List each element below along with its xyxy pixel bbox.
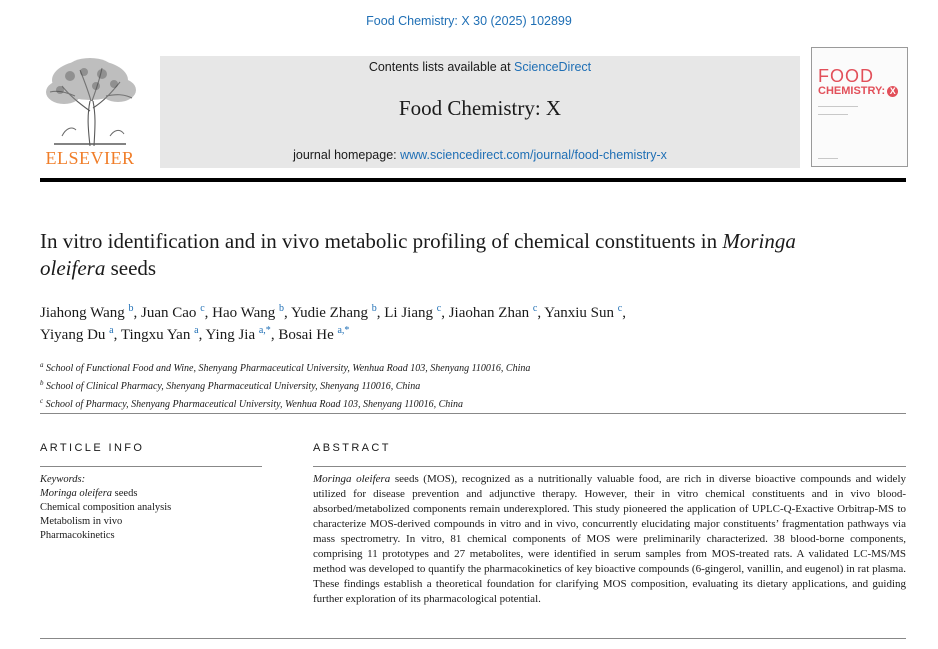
- abstract-body: seeds (MOS), recognized as a nutritionally valuable food, are rich in diverse bioactive compounds and widely utilized for disease prevention and adjunctive therapy. However, their in vitro chemical constituents and in vivo blood-absorbed/metabolized components remain underexplored. This study pioneered the application of UPLC-Q-Exactive Orbitrap-MS to characterize MOS-derived compounds in vitro and in vivo, concurrently elucidating major constituents’ fragmentation pathways via mass spectrometry. In vitro, 81 chemical components of MOS were preliminarily characterized. 38 blood-borne components, comprising 11 prototypes and 27 metabolites, were identified in serum samples from MOS-treated rats. A validated LC-MS/MS method was developed to quantify the pharmacokinetics of key bioactive compounds (6-gingerol, vanillin, and eugenol) in rat plasma. These findings establish a theoretical foundation for clarifying MOS composition, evaluating its dietary applications, and guiding further exploration of its pharmacological potential.: [313, 473, 906, 605]
- abstract-species: Moringa oleifera: [313, 473, 391, 485]
- article-info-rule: [40, 466, 262, 467]
- contents-prefix: Contents lists available at: [368, 60, 515, 74]
- homepage-line: [160, 148, 800, 162]
- keywords-block: [40, 473, 280, 543]
- tree-icon: [40, 56, 140, 148]
- author-list: [40, 302, 860, 346]
- cover-rule: [818, 114, 848, 115]
- keyword[interactable]: Moringa oleifera seeds: [40, 488, 138, 499]
- keywords-label: Keywords:: [40, 474, 86, 485]
- section-divider: [40, 413, 906, 414]
- author[interactable]: Yiyang Du $^a$,: [40, 325, 121, 343]
- abstract-heading: ABSTRACT: [313, 442, 391, 454]
- article-title: [40, 228, 800, 282]
- author[interactable]: Ying Jia $^{a,*}$,: [205, 325, 279, 343]
- author[interactable]: Tingxu Yan $^a$,: [120, 325, 206, 343]
- affiliation-list: [40, 358, 860, 412]
- cover-chemistry-word: CHEMISTRY:: [818, 85, 886, 97]
- title-part1: In vitro identification and in vivo metabolic profiling of chemical constituents in: [40, 229, 723, 253]
- author[interactable]: Juan Cao $^c$,: [141, 303, 213, 321]
- title-part2: seeds: [105, 256, 157, 280]
- author[interactable]: Bosai He $^{a,*}$: [278, 325, 350, 343]
- cover-rule: [818, 158, 838, 159]
- cover-x-badge: X: [887, 86, 898, 97]
- cover-chemistry-text: [818, 85, 898, 97]
- article-info-heading: ARTICLE INFO: [40, 442, 145, 454]
- cover-food-text: FOOD: [818, 66, 874, 86]
- author[interactable]: Yanxiu Sun $^c$,: [544, 303, 626, 321]
- sciencedirect-link[interactable]: ScienceDirect: [514, 60, 592, 74]
- elsevier-wordmark: ELSEVIER: [45, 148, 135, 168]
- title-species: Moringa oleifera: [40, 229, 796, 280]
- journal-cover-thumbnail[interactable]: [811, 47, 908, 167]
- author[interactable]: Li Jiang $^c$,: [384, 303, 449, 321]
- affiliation: $^c$ School of Pharmacy, Shenyang Pharmaceutical University, Wenhua Road 103, Shenyang 110016, China: [40, 397, 464, 410]
- citation-link[interactable]: Food Chemistry: X 30 (2025) 102899: [366, 14, 572, 28]
- author[interactable]: Hao Wang $^b$,: [212, 303, 291, 321]
- affiliation: $^b$ School of Clinical Pharmacy, Shenyang Pharmaceutical University, Shenyang 110016, China: [40, 379, 421, 392]
- keyword[interactable]: Metabolism in vivo: [40, 516, 123, 527]
- journal-title: Food Chemistry: X: [398, 96, 562, 120]
- author[interactable]: Jiaohan Zhan $^c$,: [448, 303, 545, 321]
- keyword[interactable]: Chemical composition analysis: [40, 502, 172, 513]
- journal-homepage-link[interactable]: www.sciencedirect.com/journal/food-chemistry-x: [400, 148, 667, 162]
- abstract-text: [313, 472, 906, 607]
- contents-line: [160, 60, 800, 74]
- author[interactable]: Jiahong Wang $^b$,: [40, 303, 142, 321]
- bottom-divider: [40, 638, 906, 639]
- header-divider: [40, 178, 906, 182]
- author[interactable]: Yudie Zhang $^b$,: [290, 303, 385, 321]
- homepage-prefix: journal homepage:: [293, 148, 401, 162]
- cover-rule: [818, 106, 858, 107]
- abstract-rule: [313, 466, 906, 467]
- affiliation: $^a$ School of Functional Food and Wine, Shenyang Pharmaceutical University, Wenhua Road 103, Shenyang 110016, China: [40, 361, 531, 374]
- keyword[interactable]: Pharmacokinetics: [40, 530, 115, 541]
